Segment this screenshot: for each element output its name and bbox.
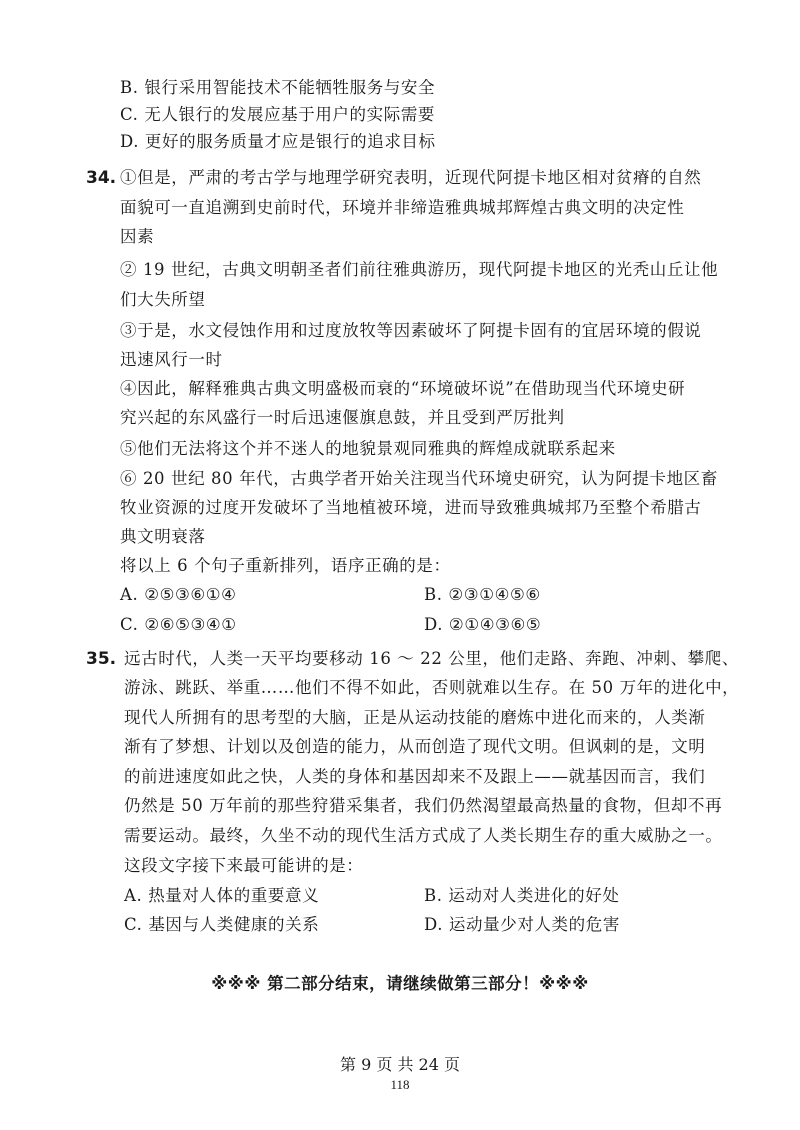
q34-option-c: C. ②⑥⑤③④①: [120, 615, 237, 634]
q34-sentence-line: 因素: [120, 227, 155, 246]
q33-option-c: C. 无人银行的发展应基于用户的实际需要: [120, 105, 436, 124]
q34-sentence-line: ①但是，严肃的考古学与地理学研究表明，近现代阿提卡地区相对贫瘠的自然: [120, 168, 702, 187]
q34-option-a: A. ②⑤③⑥①④: [120, 585, 237, 604]
q35-option-d: D. 运动量少对人类的危害: [424, 915, 620, 934]
page-indicator: 第 9 页 共 24 页: [340, 1055, 460, 1074]
q35-option-c: C. 基因与人类健康的关系: [124, 915, 320, 934]
q33-option-d: D. 更好的服务质量才应是银行的追求目标: [120, 132, 436, 151]
q35-passage-line: 游泳、跳跃、举重……他们不得不如此，否则就难以生存。在 50 万年的进化中，: [124, 678, 740, 697]
q34-sentence-line: 典文明衰落: [120, 527, 206, 546]
q34-sentence-line: ② 19 世纪，古典文明朝圣者们前往雅典游历，现代阿提卡地区的光秃山丘让他: [120, 260, 719, 279]
q35-passage-line: 远古时代，人类一天平均要移动 16 ～ 22 公里，他们走路、奔跑、冲刺、攀爬、: [124, 649, 739, 668]
q35-option-a: A. 热量对人体的重要意义: [124, 886, 320, 905]
q35-passage-line: 仍然是 50 万年前的那些狩猎采集者，我们仍然渴望最高热量的食物，但却不再: [124, 796, 723, 815]
q35-number: 35.: [86, 649, 117, 669]
sheet-number: 118: [390, 1077, 410, 1092]
q34-sentence-line: 牧业资源的过度开发破坏了当地植被环境，进而导致雅典城邦乃至整个希腊古: [120, 498, 702, 517]
q35-passage-line: 渐有了梦想、计划以及创造的能力，从而创造了现代文明。但讽刺的是，文明: [124, 737, 706, 756]
q34-sentence-line: ③于是，水文侵蚀作用和过度放牧等因素破坏了阿提卡固有的宜居环境的假说: [120, 321, 702, 340]
q34-option-d: D. ②①④③⑥⑤: [424, 615, 542, 634]
q33-option-b: B. 银行采用智能技术不能牺牲服务与安全: [120, 78, 436, 97]
q35-stem: 这段文字接下来最可能讲的是：: [124, 856, 364, 875]
q34-sentence-line: 迅速风行一时: [120, 350, 223, 369]
q34-option-b: B. ②③①④⑤⑥: [424, 585, 541, 604]
q35-option-b: B. 运动对人类进化的好处: [424, 886, 620, 905]
q34-stem: 将以上 6 个句子重新排列，语序正确的是：: [120, 556, 451, 575]
q35-passage-line: 的前进速度如此之快，人类的身体和基因却来不及跟上——就基因而言，我们: [124, 767, 706, 786]
q34-sentence-line: 们大失所望: [120, 290, 206, 309]
q35-passage-line: 现代人所拥有的思考型的大脑，正是从运动技能的磨炼中进化而来的，人类渐: [124, 708, 706, 727]
q34-sentence-line: ⑥ 20 世纪 80 年代，古典学者开始关注现当代环境史研究，认为阿提卡地区畜: [120, 469, 718, 488]
q34-number: 34.: [86, 168, 117, 188]
section-end-banner: ※※※ 第二部分结束，请继续做第三部分！※※※: [211, 974, 589, 993]
q34-sentence-line: ④因此，解释雅典古典文明盛极而衰的“环境破坏说”在借助现当代环境史研: [120, 379, 686, 398]
q34-sentence-line: ⑤他们无法将这个并不迷人的地貌景观同雅典的辉煌成就联系起来: [120, 439, 616, 458]
q34-sentence-line: 究兴起的东风盛行一时后迅速偃旗息鼓，并且受到严厉批判: [120, 408, 565, 427]
q34-sentence-line: 面貌可一直追溯到史前时代，环境并非缔造雅典城邦辉煌古典文明的决定性: [120, 198, 685, 217]
q35-passage-line: 需要运动。最终，久坐不动的现代生活方式成了人类长期生存的重大威胁之一。: [124, 826, 723, 845]
